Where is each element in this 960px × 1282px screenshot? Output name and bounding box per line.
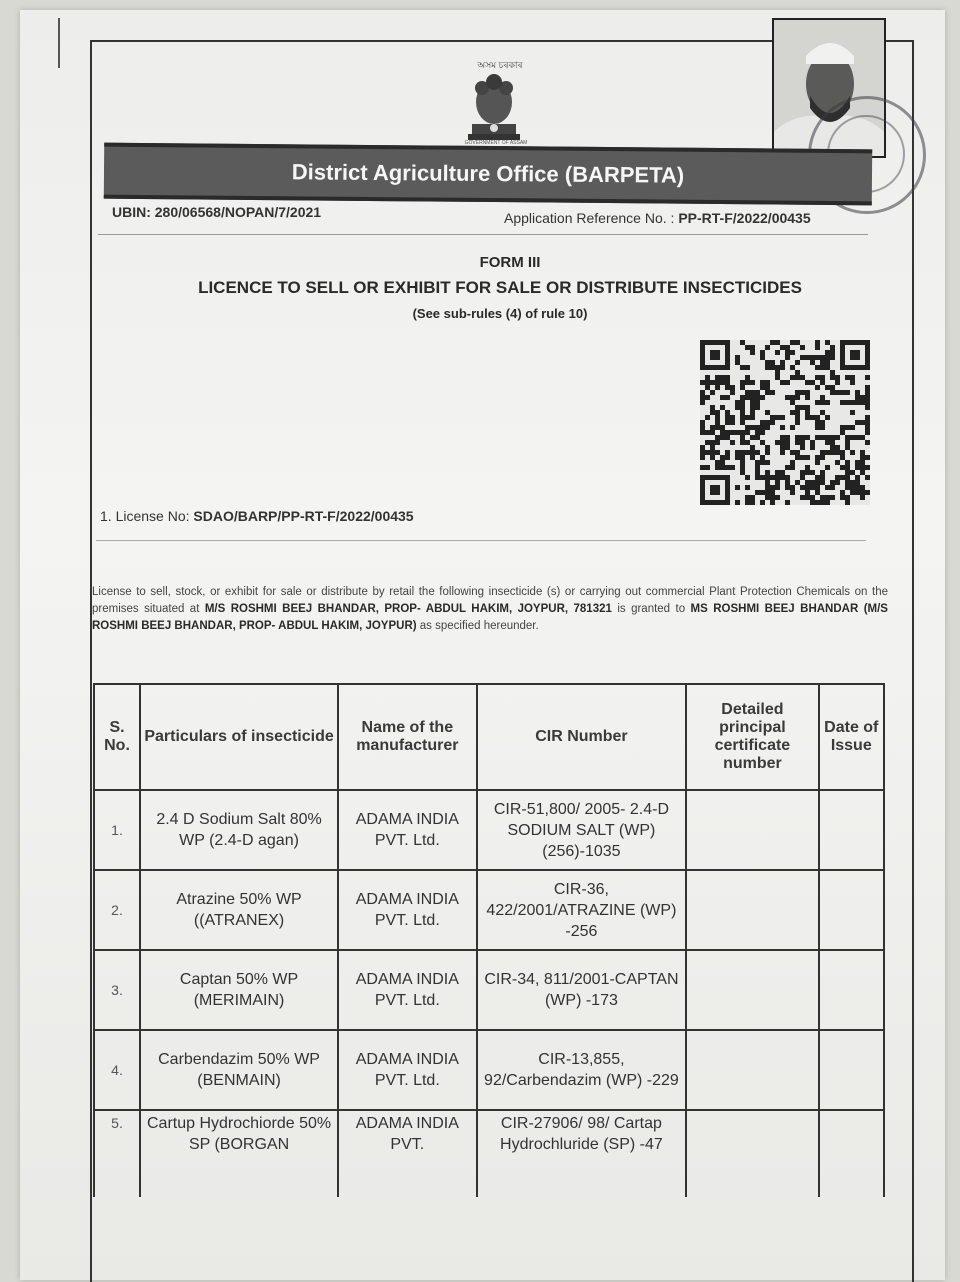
license-value: SDAO/BARP/PP-RT-F/2022/00435 [193,508,414,524]
premises-name: M/S ROSHMI BEEJ BHANDAR, PROP- ABDUL HAKIM, JOYPUR, 781321 [204,603,612,615]
cir-number: CIR-13,855, 92/Carbendazim (WP) -229 [477,1030,687,1110]
certificate-number [686,1030,818,1110]
license-number [100,508,414,524]
manufacturer: ADAMA INDIA PVT. [338,1110,477,1197]
column-header: Detailed principal certificate number [686,684,818,790]
date-of-issue [819,1110,884,1197]
insecticide-particulars: 2.4 D Sodium Salt 80% WP (2.4-D agan) [140,790,338,870]
date-of-issue [819,790,884,870]
serial-number: 2. [94,870,140,950]
cir-number: CIR-51,800/ 2005- 2.4-D SODIUM SALT (WP) (256)-1035 [477,790,687,870]
licensee-name: MS ROSHMI BEEJ BHANDAR (M/S ROSHMI BEEJ BHANDAR, PROP- ABDUL HAKIM, JOYPUR) [92,603,888,632]
state-emblem-icon [462,72,526,144]
statement-text: as specified hereunder. [419,620,539,632]
table-row [94,870,884,950]
cir-number: CIR-34, 811/2001-CAPTAN (WP) -173 [477,950,687,1030]
serial-number: 3. [94,950,140,1030]
pen-mark [58,18,60,68]
table-row [94,950,884,1030]
date-of-issue [819,950,884,1030]
table-header-row [94,684,884,790]
statement-text: License to sell, stock, or exhibit for sale or distribute by retail the following insecticide (s) or carrying out commercial Plant Protection Chemicals on the premises situated at [92,586,888,615]
form-number: FORM III [479,254,541,271]
divider [96,540,866,541]
certificate-number [686,790,818,870]
date-of-issue [819,1030,884,1110]
application-reference [504,210,811,226]
cir-number: CIR-36, 422/2001/ATRAZINE (WP) -256 [477,870,687,950]
insecticide-particulars: Cartup Hydrochiorde 50% SP (BORGAN [140,1110,338,1197]
insecticide-particulars: Carbendazim 50% WP (BENMAIN) [140,1030,338,1110]
emblem-caption: অসম চৰকাৰ [477,60,523,70]
serial-number: 1. [94,790,140,870]
table-row [94,1110,884,1197]
insecticide-particulars: Captan 50% WP (MERIMAIN) [140,950,338,1030]
certificate-number [686,950,818,1030]
manufacturer: ADAMA INDIA PVT. Ltd. [338,870,477,950]
insecticide-particulars: Atrazine 50% WP ((ATRANEX) [140,870,338,950]
column-header: S. No. [94,684,140,790]
office-title: District Agriculture Office (BARPETA) [104,143,872,206]
date-of-issue [819,870,884,950]
application-ref-value: PP-RT-F/2022/00435 [678,210,811,226]
manufacturer: ADAMA INDIA PVT. Ltd. [338,950,477,1030]
certificate-number [686,870,818,950]
serial-number: 5. [94,1110,140,1197]
table-row [94,790,884,870]
license-statement [92,584,888,635]
cir-number: CIR-27906/ 98/ Cartap Hydrochluride (SP) -47 [477,1110,687,1197]
license-label: 1. License No: [100,508,190,524]
statement-text: is granted to [617,603,686,615]
manufacturer: ADAMA INDIA PVT. Ltd. [338,1030,477,1110]
column-header: Name of the manufacturer [338,684,477,790]
application-ref-label: Application Reference No. : [504,210,675,226]
divider [98,234,868,235]
form-heading: LICENCE TO SELL OR EXHIBIT FOR SALE OR DISTRIBUTE INSECTICIDES [198,278,802,297]
manufacturer: ADAMA INDIA PVT. Ltd. [338,790,477,870]
form-subheading: (See sub-rules (4) of rule 10) [412,306,588,321]
table-row [94,1030,884,1110]
emblem-subcaption: GOVERNMENT OF ASSAM [464,140,528,146]
column-header: CIR Number [477,684,687,790]
column-header: Date of Issue [819,684,884,790]
serial-number: 4. [94,1030,140,1110]
certificate-number [686,1110,818,1197]
ubin-number: UBIN: 280/06568/NOPAN/7/2021 [112,204,322,220]
column-header: Particulars of insecticide [140,684,338,790]
insecticide-table [93,683,885,1197]
qr-code-icon [700,340,870,505]
